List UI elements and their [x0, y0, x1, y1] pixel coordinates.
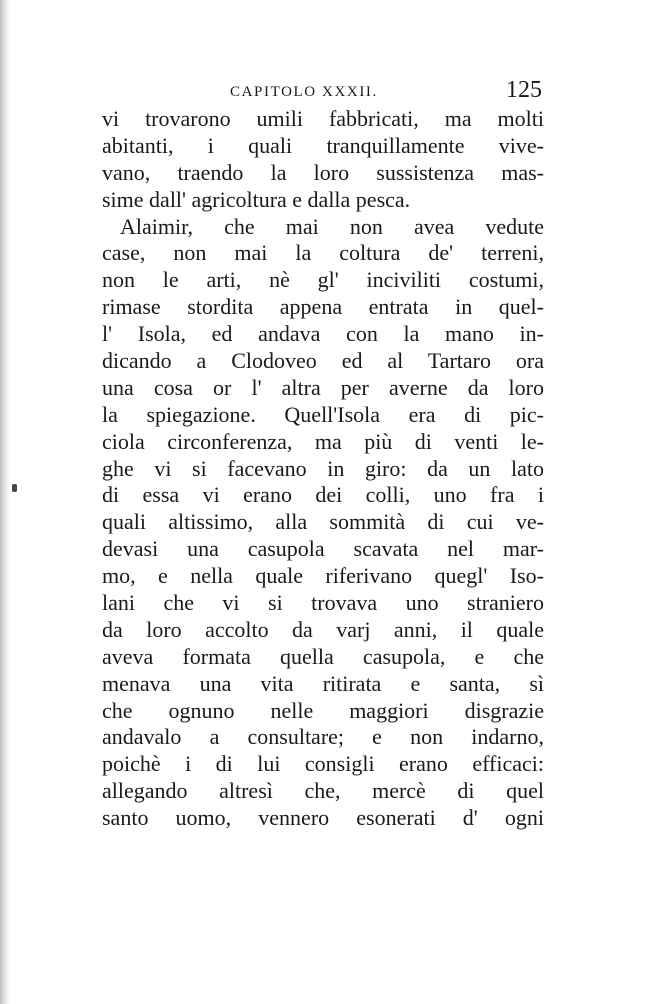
text-line: abitanti, i quali tranquillamente vive-	[102, 132, 544, 158]
text-line: l' Isola, ed andava con la mano in-	[102, 321, 544, 347]
text-line: sime dall' agricoltura e dalla pesca.	[102, 186, 411, 212]
text-line: menava una vita ritirata e santa, sì	[102, 670, 544, 696]
text-line: di essa vi erano dei colli, uno fra i	[102, 482, 544, 508]
page-binding-shadow	[0, 0, 9, 1004]
text-line: ghe vi si facevano in giro: da un lato	[102, 455, 544, 481]
text-line: andavalo a consultare; e non indarno,	[102, 724, 544, 750]
text-line: case, non mai la coltura de' terreni,	[102, 240, 544, 266]
text-line: lani che vi si trovava uno straniero	[102, 590, 544, 616]
text-line: ciola circonferenza, ma più di venti le-	[102, 428, 544, 454]
text-line: la spiegazione. Quell'Isola era di pic-	[102, 401, 544, 427]
running-head: CAPITOLO XXXII.	[230, 84, 378, 100]
margin-mark	[12, 484, 17, 492]
text-line: santo uomo, vennero esonerati d' ogni	[102, 805, 544, 831]
text-line: aveva formata quella casupola, e che	[102, 643, 544, 669]
body-text	[102, 106, 544, 832]
text-line: vano, traendo la loro sussistenza mas-	[102, 159, 544, 185]
text-line: rimase stordita appena entrata in quel-	[102, 294, 544, 320]
text-line: non le arti, nè gl' inciviliti costumi,	[102, 267, 544, 293]
text-line: vi trovarono umili fabbricati, ma molti	[102, 106, 544, 131]
text-line: dicando a Clodoveo ed al Tartaro ora	[102, 348, 544, 374]
text-line: mo, e nella quale riferivano quegl' Iso-	[102, 563, 544, 589]
text-line: Alaimir, che mai non avea vedute	[120, 213, 544, 239]
text-line: allegando altresì che, mercè di quel	[102, 778, 544, 804]
text-line: quali altissimo, alla sommità di cui ve-	[102, 509, 544, 535]
page-number: 125	[506, 77, 542, 103]
page-header	[100, 77, 546, 107]
text-line: da loro accolto da varj anni, il quale	[102, 616, 544, 642]
text-line: poichè i di lui consigli erano efficaci:	[102, 751, 544, 777]
text-line: una cosa or l' altra per averne da loro	[102, 374, 544, 400]
text-line: che ognuno nelle maggiori disgrazie	[102, 697, 544, 723]
text-line: devasi una casupola scavata nel mar-	[102, 536, 544, 562]
